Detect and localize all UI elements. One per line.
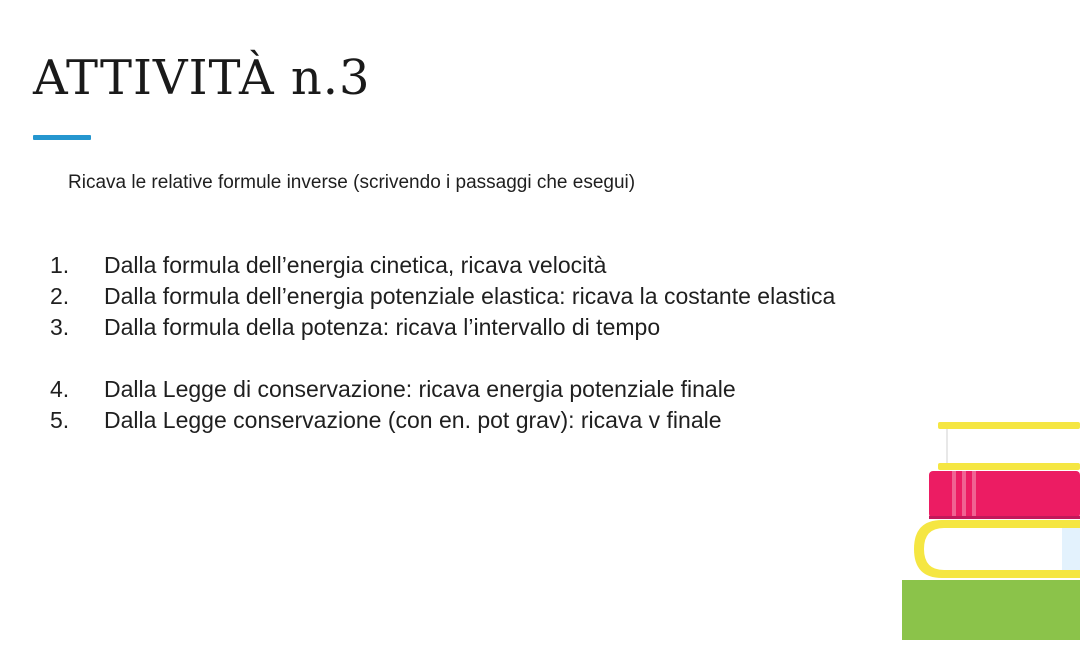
task-text: Dalla formula della potenza: ricava l’intervallo di tempo [104,314,661,340]
top-book [938,422,1080,470]
task-item [50,312,850,343]
task-item [50,281,850,312]
task-item [50,374,850,405]
pink-book [929,471,1080,519]
curved-book [914,520,1080,578]
task-number: 5. [50,407,70,433]
task-list [50,250,850,436]
green-book [902,580,1080,640]
slide-title: ATTIVITÀ n.3 [33,50,371,106]
task-text: Dalla formula dell’energia cinetica, ricava velocità [104,252,607,278]
slide-subtitle: Ricava le relative formule inverse (scrivendo i passaggi che esegui) [68,172,636,193]
task-item [50,405,850,436]
task-number: 2. [50,283,70,309]
task-text: Dalla Legge conservazione (con en. pot grav): ricava v finale [104,407,722,433]
title-accent-bar [33,135,91,140]
task-number: 3. [50,314,70,340]
task-item [50,250,850,281]
task-text: Dalla Legge di conservazione: ricava energia potenziale finale [104,376,736,402]
stack-of-books-icon [900,418,1080,640]
task-number: 4. [50,376,70,402]
task-text: Dalla formula dell’energia potenziale elastica: ricava la costante elastica [104,283,836,309]
task-number: 1. [50,252,70,278]
